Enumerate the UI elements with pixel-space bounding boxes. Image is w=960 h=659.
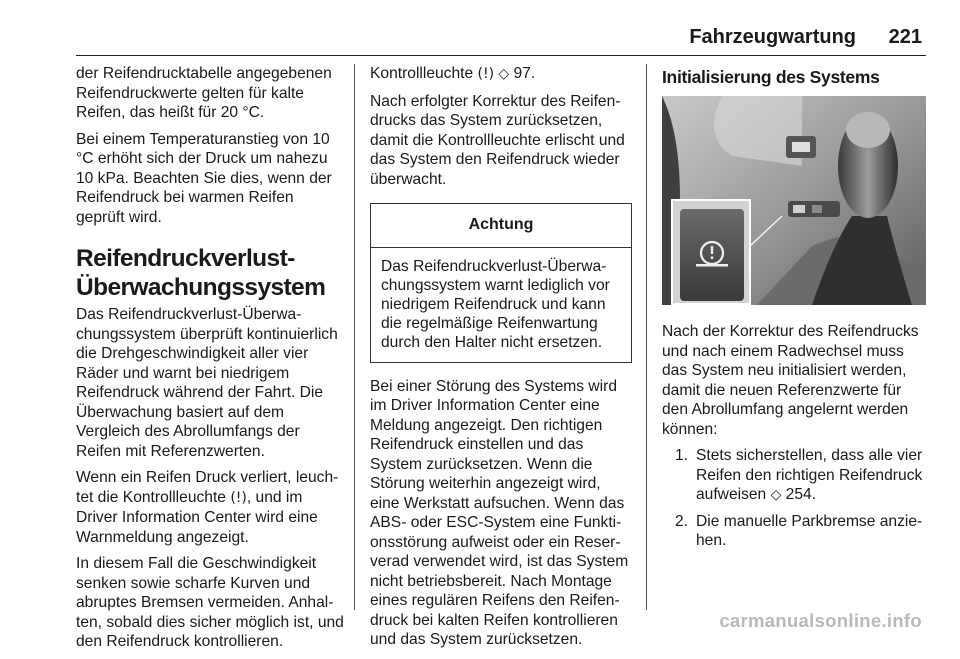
console-illustration bbox=[662, 96, 926, 305]
step-page-reference: 254. bbox=[781, 486, 817, 503]
section-title: Fahrzeugwartung bbox=[689, 26, 856, 48]
page-reference-arrow-icon: ◇ bbox=[770, 487, 782, 503]
heading-initialisation: Initialisierung des Systems bbox=[662, 67, 880, 87]
step-text: Die manuelle Parkbremse anziehen. bbox=[696, 512, 923, 549]
column-divider-1 bbox=[354, 64, 355, 610]
watermark: carmanualsonline.info bbox=[719, 610, 922, 631]
list-item bbox=[662, 446, 926, 506]
list-item bbox=[662, 512, 926, 551]
paragraph-warning-light-ref bbox=[370, 64, 632, 85]
paragraph-temperature: Bei einem Temperaturanstieg von 10 °C erhöht sich der Druck um nahezu 10 kPa. Beachten Sie dies, wenn der Reifendruck bei warmen Reifen geprüft wird. bbox=[76, 130, 332, 226]
column-left bbox=[76, 64, 344, 659]
column-right bbox=[662, 64, 926, 557]
paragraph-initialisation-intro: Nach der Korrektur des Reifendrucks und nach einem Radwechsel muss das System neu initialisiert werden, damit die neuen Referenzwerte für den Abrollumfang angelernt werden können: bbox=[662, 323, 919, 438]
column-middle bbox=[370, 64, 632, 657]
paragraph-pressure-loss bbox=[76, 468, 344, 547]
paragraph-cold-tyres: der Reifendrucktabelle angegebenen Reifendruckwerte gelten für kalte Reifen, das heißt für 20 °C. bbox=[76, 65, 332, 121]
notice-box bbox=[370, 203, 632, 363]
tyre-pressure-warning-icon: (!) bbox=[230, 489, 247, 506]
warning-light-label: Kontrollleuchte bbox=[370, 65, 478, 82]
pressure-loss-text-b: , und im Driver Information Center wird eine Warnmeldung angezeigt. bbox=[76, 488, 318, 546]
step-number: 1. bbox=[674, 447, 688, 464]
heading-tpms: Reifendruckverlust-Überwachungssystem bbox=[76, 245, 326, 301]
notice-title: Achtung bbox=[371, 204, 631, 248]
page-reference: 97. bbox=[509, 65, 536, 82]
column-divider-2 bbox=[646, 64, 647, 610]
header-rule bbox=[76, 55, 926, 56]
step-text-main: Stets sicherstellen, dass alle vier Reifen den richtigen Reifendruck aufweisen bbox=[696, 447, 923, 503]
tpms-button-photo bbox=[662, 96, 926, 305]
tyre-pressure-warning-icon: (!) bbox=[477, 66, 495, 82]
step-number: 2. bbox=[674, 512, 688, 530]
paragraph-reset-after-correction: Nach erfolgter Korrektur des Reifendrucks das System zurücksetzen, damit die Kontrollleuchte erlischt und das System den Reifendruck wieder überwacht. bbox=[370, 92, 625, 188]
initialisation-steps bbox=[662, 446, 926, 551]
page-reference-arrow-icon: ◇ bbox=[498, 66, 510, 82]
step-text bbox=[696, 446, 926, 506]
page-header bbox=[76, 26, 926, 56]
paragraph-system-fault: Bei einer Störung des Systems wird im Driver Information Center eine Meldung angezeigt. Den richtigen Reifendruck einstellen und das System zurücksetzen. Wenn die Störung weiterhin angezeigt wird, eine Werkstatt aufsuchen. Wenn das ABS- oder ESC-System eine Funktionsstörung aufweist oder ein Reserverad verwendet wird, ist das System nicht betriebsbereit. Nach Montage eines regulären Reifens den Reifendruck bei kalten Reifen kontrollieren und das System zurücksetzen. bbox=[370, 377, 629, 648]
pressure-loss-text-a: Wenn ein Reifen Druck verliert, leuchtet die Kontrollleuchte bbox=[76, 469, 339, 506]
paragraph-tpms-intro: Das Reifendruckverlust-Überwachungssystem überprüft kontinuierlich die Drehgeschwindigkeit aller vier Räder und warnt bei niedrigem Reifendruck während der Fahrt. Die Überwachung basiert auf dem Vergleich des Abrollumfangs der Reifen mit Referenzwerten. bbox=[76, 306, 338, 460]
notice-body: Das Reifendruckverlust-Überwachungssystem warnt lediglich vor niedrigem Reifendruck und kann die regelmäßige Reifenwartung durch den Halter nicht ersetzen. bbox=[381, 257, 610, 351]
page-number: 221 bbox=[888, 26, 922, 48]
paragraph-reduce-speed: In diesem Fall die Geschwindigkeit senken sowie scharfe Kurven und abruptes Bremsen vermeiden. Anhalten, sobald dies sicher möglich ist, und den Reifendruck kontrollieren. bbox=[76, 555, 344, 650]
